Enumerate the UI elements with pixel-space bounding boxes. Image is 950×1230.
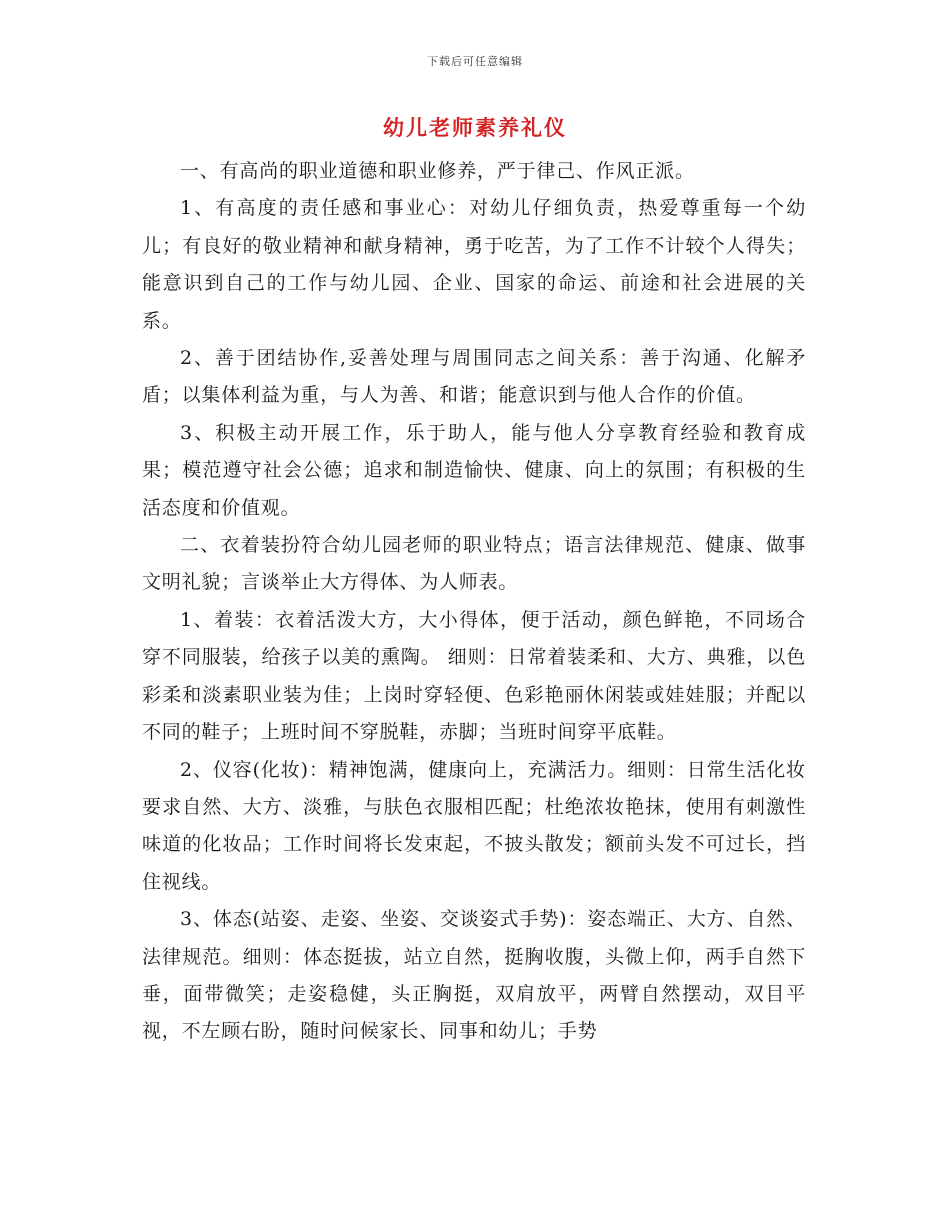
document-title: 幼儿老师素养礼仪 [383, 115, 567, 140]
document-body [142, 153, 806, 1051]
paragraph-item-2-2: 2、仪容(化妆)：精神饱满，健康向上，充满活力。细则：日常生活化妆要求自然、大方、淡雅，与肤色衣服相匹配；杜绝浓妆艳抹，使用有刺激性味道的化妆品；工作时间将长发束起，不披头散发；额前头发不可过长，挡住视线。 [142, 758, 806, 893]
paragraph-item-2-1: 1、着装：衣着活泼大方，大小得体，便于活动，颜色鲜艳，不同场合穿不同服装，给孩子以美的熏陶。 细则：日常着装柔和、大方、典雅，以色彩柔和淡素职业装为佳；上岗时穿轻便、色彩艳丽休闲装或娃娃服；并配以不同的鞋子；上班时间不穿脱鞋，赤脚；当班时间穿平底鞋。 [142, 608, 806, 744]
paragraph-item-2-3: 3、体态(站姿、走姿、坐姿、交谈姿式手势)：姿态端正、大方、自然、法律规范。细则：体态挺拔，站立自然，挺胸收腹，头微上仰，两手自然下垂，面带微笑；走姿稳健，头正胸挺，双肩放平，两臂自然摆动，双目平视，不左顾右盼，随时问候家长、同事和幼儿；手势 [142, 908, 806, 1043]
paragraph-item-1-1: 1、有高度的责任感和事业心：对幼儿仔细负责，热爱尊重每一个幼儿；有良好的敬业精神和献身精神，勇于吃苦，为了工作不计较个人得失；能意识到自己的工作与幼儿园、企业、国家的命运、前途和社会进展的关系。 [142, 197, 806, 332]
paragraph-item-1-2: 2、善于团结协作,妥善处理与周围同志之间关系：善于沟通、化解矛盾；以集体利益为重，与人为善、和谐；能意识到与他人合作的价值。 [142, 347, 806, 407]
page-header-note: 下载后可任意编辑 [427, 55, 523, 68]
paragraph-section-2: 二、衣着装扮符合幼儿园老师的职业特点；语言法律规范、健康、做事文明礼貌；言谈举止大方得体、为人师表。 [142, 534, 806, 594]
paragraph-section-1: 一、有高尚的职业道德和职业修养，严于律己、作风正派。 [180, 160, 695, 182]
paragraph-item-1-3: 3、积极主动开展工作，乐于助人，能与他人分享教育经验和教育成果；模范遵守社会公德；追求和制造愉快、健康、向上的氛围；有积极的生活态度和价值观。 [142, 421, 806, 519]
